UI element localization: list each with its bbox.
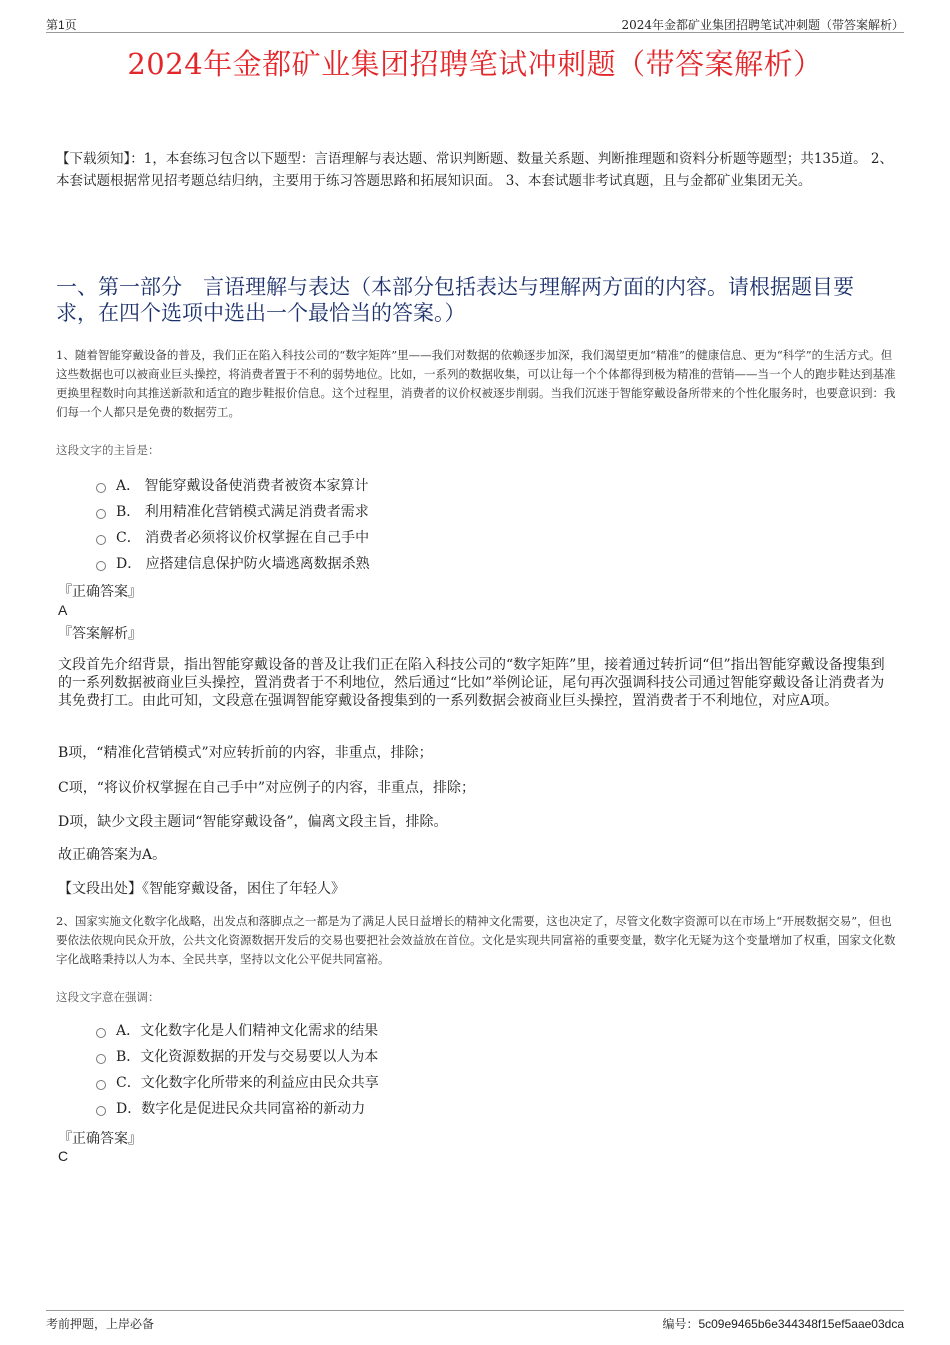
option-b[interactable]: B． 利用精准化营销模式满足消费者需求 [96, 499, 856, 525]
analysis-source: 【文段出处】《智能穿戴设备，困住了年轻人》 [58, 881, 345, 897]
footer-slogan: 考前押题，上岸必备 [46, 1317, 155, 1331]
answer-label: 『正确答案』 [58, 1131, 142, 1147]
option-c[interactable]: C． 消费者必须将议价权掌握在自己手中 [96, 525, 856, 551]
page-header [46, 14, 904, 33]
analysis-paragraph: 文段首先介绍背景，指出智能穿戴设备的普及让我们正在陷入科技公司的“数字矩阵”里，接着通过转折词“但”指出智能穿戴设备搜集到的一系列数据被商业巨头操控，置消费者于不利地位，然后通过“比如”举例论证，尾句再次强调科技公司通过智能穿戴设备让消费者为其免费打工。由此可知，文段意在强调智能穿戴设备搜集到的一系列数据会被商业巨头操控，置消费者于不利地位，对应A项。 [58, 657, 885, 709]
question-1-prompt: 这段文字的主旨是： [56, 443, 160, 457]
download-notice: 【下载须知】：1，本套练习包含以下题型：言语理解与表达题、常识判断题、数量关系题、判断推理题和资料分析题等题型；共135道。 2、本套试题根据常见招考题总结归纳，主要用于练习答题思路和拓展知识面。 3、本套试题非考试真题，且与金都矿业集团无关。 [56, 151, 893, 189]
question-2-options [96, 1018, 856, 1122]
question-2-prompt: 这段文字意在强调： [56, 990, 160, 1004]
radio-icon[interactable] [96, 483, 106, 493]
footer-code-value: 5c09e9465b6e344348f15ef5aae03dca [698, 1317, 904, 1331]
option-c[interactable]: C．文化数字化所带来的利益应由民众共享 [96, 1070, 856, 1096]
analysis-label: 『答案解析』 [58, 626, 142, 642]
analysis-option-d: D项，缺少文段主题词“智能穿戴设备”，偏离文段主旨，排除。 [58, 814, 448, 830]
section-title: 一、第一部分 言语理解与表达（本部分包括表达与理解两方面的内容。请根据题目要求，在四个选项中选出一个最恰当的答案。） [56, 275, 854, 325]
analysis-conclusion: 故正确答案为A。 [58, 847, 167, 863]
answer-value: A [58, 602, 68, 618]
answer-label: 『正确答案』 [58, 584, 142, 600]
page-number: 第1页 [46, 18, 77, 32]
document-title: 2024年金都矿业集团招聘笔试冲刺题（带答案解析） [127, 47, 823, 81]
question-1-options [96, 473, 856, 577]
page-footer [46, 1310, 904, 1331]
radio-icon[interactable] [96, 535, 106, 545]
radio-icon[interactable] [96, 509, 106, 519]
option-a[interactable]: A． 智能穿戴设备使消费者被资本家算计 [96, 473, 856, 499]
radio-icon[interactable] [96, 1106, 106, 1116]
radio-icon[interactable] [96, 1028, 106, 1038]
analysis-option-b: B项，“精准化营销模式”对应转折前的内容，非重点，排除； [58, 745, 433, 761]
radio-icon[interactable] [96, 1080, 106, 1090]
question-1-text: 1、随着智能穿戴设备的普及，我们正在陷入科技公司的“数字矩阵”里——我们对数据的依赖逐步加深，我们渴望更加“精准”的健康信息、更为“科学”的生活方式。但这些数据也可以被商业巨头操控，将消费者置于不利的弱势地位。比如，一系列的数据收集，可以让每一个个体都得到极为精准的营销——当一个人的跑步鞋达到基准更换里程数时向其推送新款和适宜的跑步鞋报价信息。这个过程里，消费者的议价权被逐步削弱。当我们沉迷于智能穿戴设备所带来的个性化服务时，也要意识到：我们每一个人都只是免费的数据劳工。 [56, 348, 896, 419]
footer-code [662, 1315, 904, 1332]
option-d[interactable]: D． 应搭建信息保护防火墙逃离数据杀熟 [96, 551, 856, 577]
option-a[interactable]: A．文化数字化是人们精神文化需求的结果 [96, 1018, 856, 1044]
option-d[interactable]: D．数字化是促进民众共同富裕的新动力 [96, 1096, 856, 1122]
footer-code-label: 编号： [662, 1317, 699, 1331]
answer-value: C [58, 1148, 69, 1164]
radio-icon[interactable] [96, 561, 106, 571]
analysis-option-c: C项，“将议价权掌握在自己手中”对应例子的内容，非重点，排除； [58, 780, 476, 796]
option-b[interactable]: B．文化资源数据的开发与交易要以人为本 [96, 1044, 856, 1070]
radio-icon[interactable] [96, 1054, 106, 1064]
question-2-text: 2、国家实施文化数字化战略，出发点和落脚点之一都是为了满足人民日益增长的精神文化需要，这也决定了，尽管文化数字资源可以在市场上“开展数据交易”，但也要依法依规向民众开放，公共文化资源数据开发后的交易也要把社会效益放在首位。文化是实现共同富裕的重要变量，数字化无疑为这个变量增加了权重，国家文化数字化战略秉持以人为本、全民共享，坚持以文化公平促共同富裕。 [56, 914, 896, 966]
header-doc-name: 2024年金都矿业集团招聘笔试冲刺题（带答案解析） [621, 18, 904, 32]
